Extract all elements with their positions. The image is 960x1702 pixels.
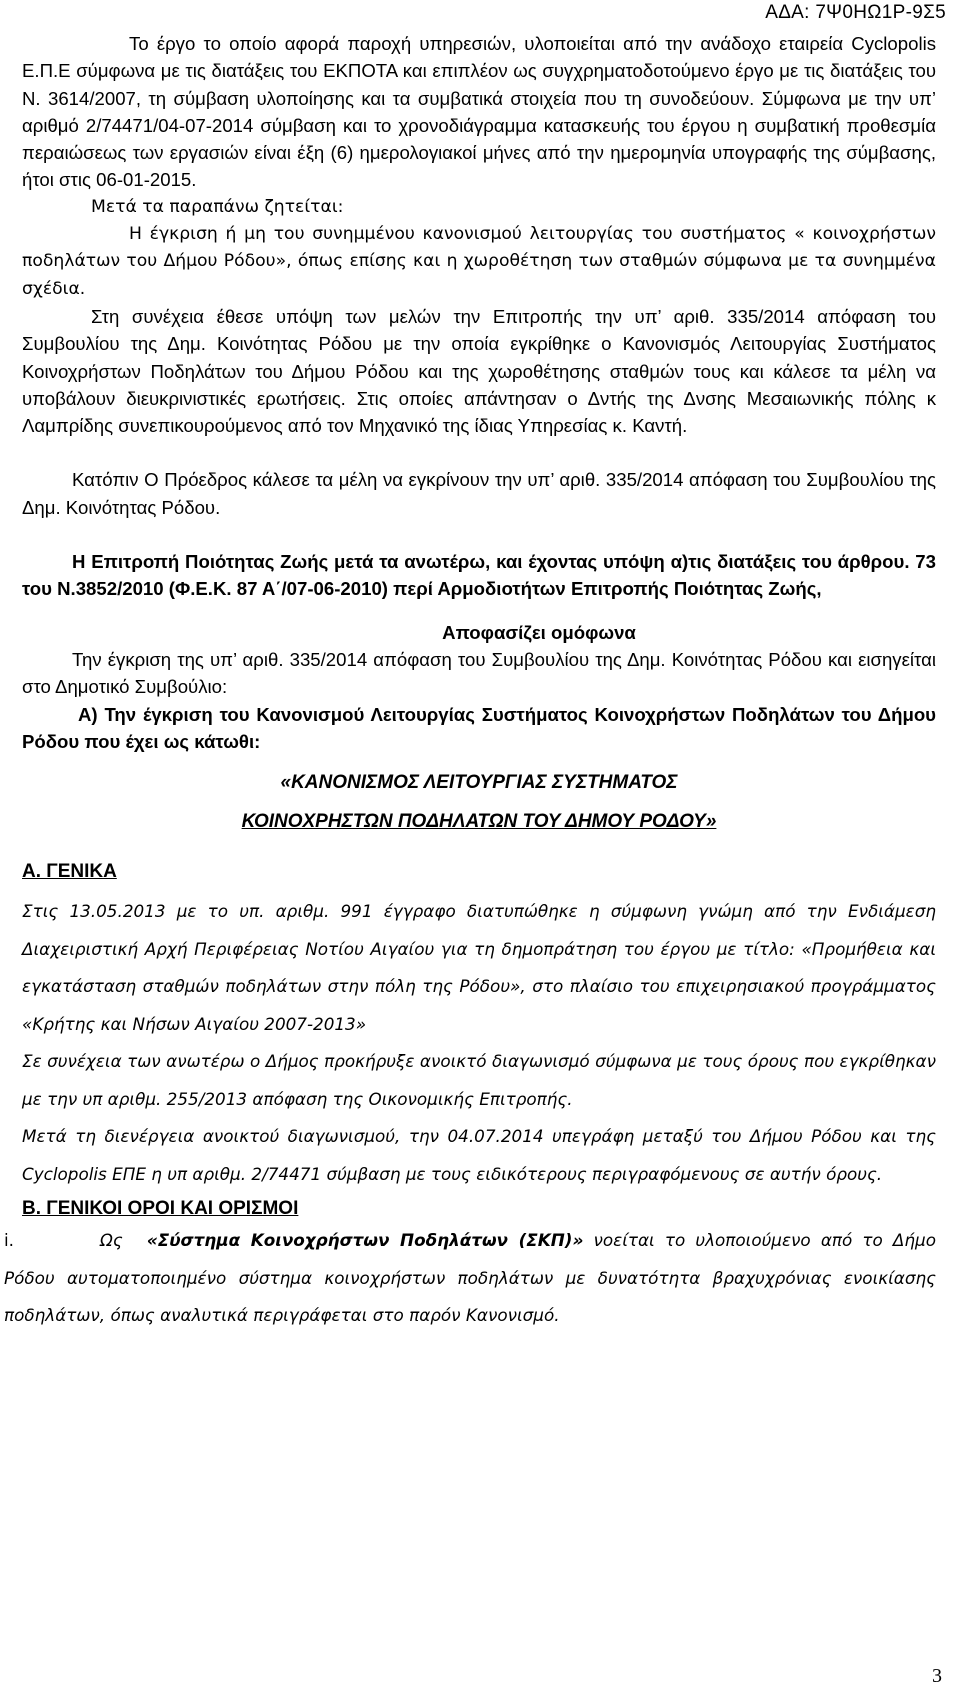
decision-heading: Αποφασίζει ομόφωνα <box>442 621 636 643</box>
definition-item-lead: Ως <box>100 1230 123 1251</box>
definition-item-term: «Σύστημα Κοινοχρήστων Ποδηλάτων (ΣΚΠ)» <box>146 1230 584 1251</box>
section-a-paragraph-2: Σε συνέχεια των ανωτέρω ο Δήμος προκήρυξε ανοικτό διαγωνισμό σύμφωνα με τους όρους που εγκρίθηκαν με την υπ αριθμ. 255/2013 απόφαση της Οικονομικής Επιτροπής. <box>22 1051 936 1109</box>
ada-code: ΑΔΑ: 7Ψ0ΗΩ1Ρ-9Σ5 <box>765 2 946 23</box>
paragraph-project-description: Το έργο το οποίο αφορά παροχή υπηρεσιών, υλοποιείται από την ανάδοχο εταιρεία Cyclopolis Ε.Π.Ε σύμφωνα με τις διατάξεις του ΕΚΠΟΤΑ και επιπλέον ως συγχρηματοδοτούμενο έργο με τις διατάξεις του Ν. 3614/2007, τη σύμβαση υλοποίησης και τα συμβατικά στοιχεία που τη συνοδεύουν. Σύμφωνα με την υπ’ αριθμό 2/74471/04-07-2014 σύμβαση και το χρονοδιάγραμμα κατασκευής του έργου η συμβατική προθεσμία περαιώσεως των εργασιών είναι έξη (6) ημερολογιακοί μήνες από την ημερομηνία υπογραφής της σύμβασης, ήτοι στις 06-01-2015. <box>22 33 936 191</box>
definition-item <box>4 1222 936 1335</box>
paragraph-committee-considering: Η Επιτροπή Ποιότητας Ζωής μετά τα ανωτέρω, και έχοντας υπόψη α)τις διατάξεις του άρθρου. 73 του Ν.3852/2010 (Φ.Ε.Κ. 87 Α΄/07-06-2010) περί Αρμοδιοτήτων Επιτροπής Ποιότητας Ζωής, <box>22 551 936 600</box>
section-a-heading: Α. ΓΕΝΙΚΑ <box>22 860 117 882</box>
section-a-paragraph-1: Στις 13.05.2013 με το υπ. αριθμ. 991 έγγραφο διατυπώθηκε η σύμφωνη γνώμη από την Ενδιάμεση Διαχειριστική Αρχή Περιφέρειας Νοτίου Αιγαίου για τη δημοπράτηση του έργου με τίτλο: «Προμήθεια και εγκατάσταση σταθμών ποδηλάτων στην πόλη της Ρόδου», στο πλαίσιο του επιχειρησιακού προγράμματος «Κρήτης και Νήσων Αιγαίου 2007-2013» <box>22 901 936 1034</box>
paragraph-regulation-approval: Α) Την έγκριση του Κανονισμού Λειτουργίας Συστήματος Κοινοχρήστων Ποδηλάτων του Δήμου Ρόδου που έχει ως κάτωθι: <box>22 703 936 752</box>
document-body <box>4 30 936 1335</box>
paragraph-approval: Την έγκριση της υπ’ αριθ. 335/2014 απόφαση του Συμβουλίου της Δημ. Κοινότητας Ρόδου και εισηγείται στο Δημοτικό Συμβούλιο: <box>22 648 936 698</box>
paragraph-requested: Μετά τα παραπάνω ζητείται: <box>91 196 344 217</box>
regulation-title-line1: «ΚΑΝΟΝΙΣΜΟΣ ΛΕΙΤΟΥΡΓΙΑΣ ΣΥΣΤΗΜΑΤΟΣ <box>280 772 678 794</box>
regulation-title-line2: ΚΟΙΝΟΧΡΗΣΤΩΝ ΠΟΔΗΛΑΤΩΝ ΤΟΥ ΔΗΜΟΥ ΡΟΔΟΥ» <box>241 811 717 833</box>
paragraph-approval-request: Η έγκριση ή μη του συνημμένου κανονισμού λειτουργίας του συστήματος « κοινοχρήστων ποδηλάτων του Δήμου Ρόδου», όπως επίσης και η χωροθέτηση των σταθμών σύμφωνα με τα συνημμένα σχέδια. <box>22 224 936 299</box>
section-a-paragraph-3: Μετά τη διενέργεια ανοικτού διαγωνισμού, την 04.07.2014 υπεγράφη μεταξύ του Δήμου Ρόδου και της Cyclopolis ΕΠΕ η υπ αριθμ. 2/74471 σύμβαση με τους ειδικότερους περιγραφόμενους σε αυτήν όρους. <box>22 1126 936 1184</box>
section-b-heading: Β. ΓΕΝΙΚΟΙ ΟΡΟΙ ΚΑΙ ΟΡΙΣΜΟΙ <box>22 1198 299 1220</box>
paragraph-president-call: Κατόπιν Ο Πρόεδρος κάλεσε τα μέλη να εγκρίνουν την υπ’ αριθ. 335/2014 απόφαση του Συμβουλίου της Δημ. Κοινότητας Ρόδου. <box>22 469 936 518</box>
page-number: 3 <box>932 1665 942 1687</box>
paragraph-council-decision: Στη συνέχεια έθεσε υπόψη των μελών την Επιτροπής την υπ’ αριθ. 335/2014 απόφαση του Συμβουλίου της Δημ. Κοινότητας Ρόδου με την οποία εγκρίθηκε ο Κανονισμός Λειτουργίας Συστήματος Κοινοχρήστων Ποδηλάτων του Δήμου Ρόδου και της χωροθέτησης σταθμών τους και κάλεσε τα μέλη να υποβάλουν διευκρινιστικές ερωτήσεις. Στις οποίες απάντησαν ο Δντής της Δνσης Μεσαιωνικής πόλης κ Λαμπρίδης συνεπικουρούμενος από τον Μηχανικό της ίδιας Υπηρεσίας κ. Καντή. <box>22 305 936 437</box>
definition-item-number: i. <box>4 1230 14 1251</box>
definition-item-text: νοείται το υλοποιούμενο από το Δήμο Ρόδου αυτοματοποιημένο σύστημα κοινοχρήστων ποδηλάτων με δυνατότητα βραχυχρόνιας ενοικίασης ποδηλάτων, όπως αναλυτικά περιγράφεται στο παρόν Κανονισμό. <box>4 1230 936 1326</box>
